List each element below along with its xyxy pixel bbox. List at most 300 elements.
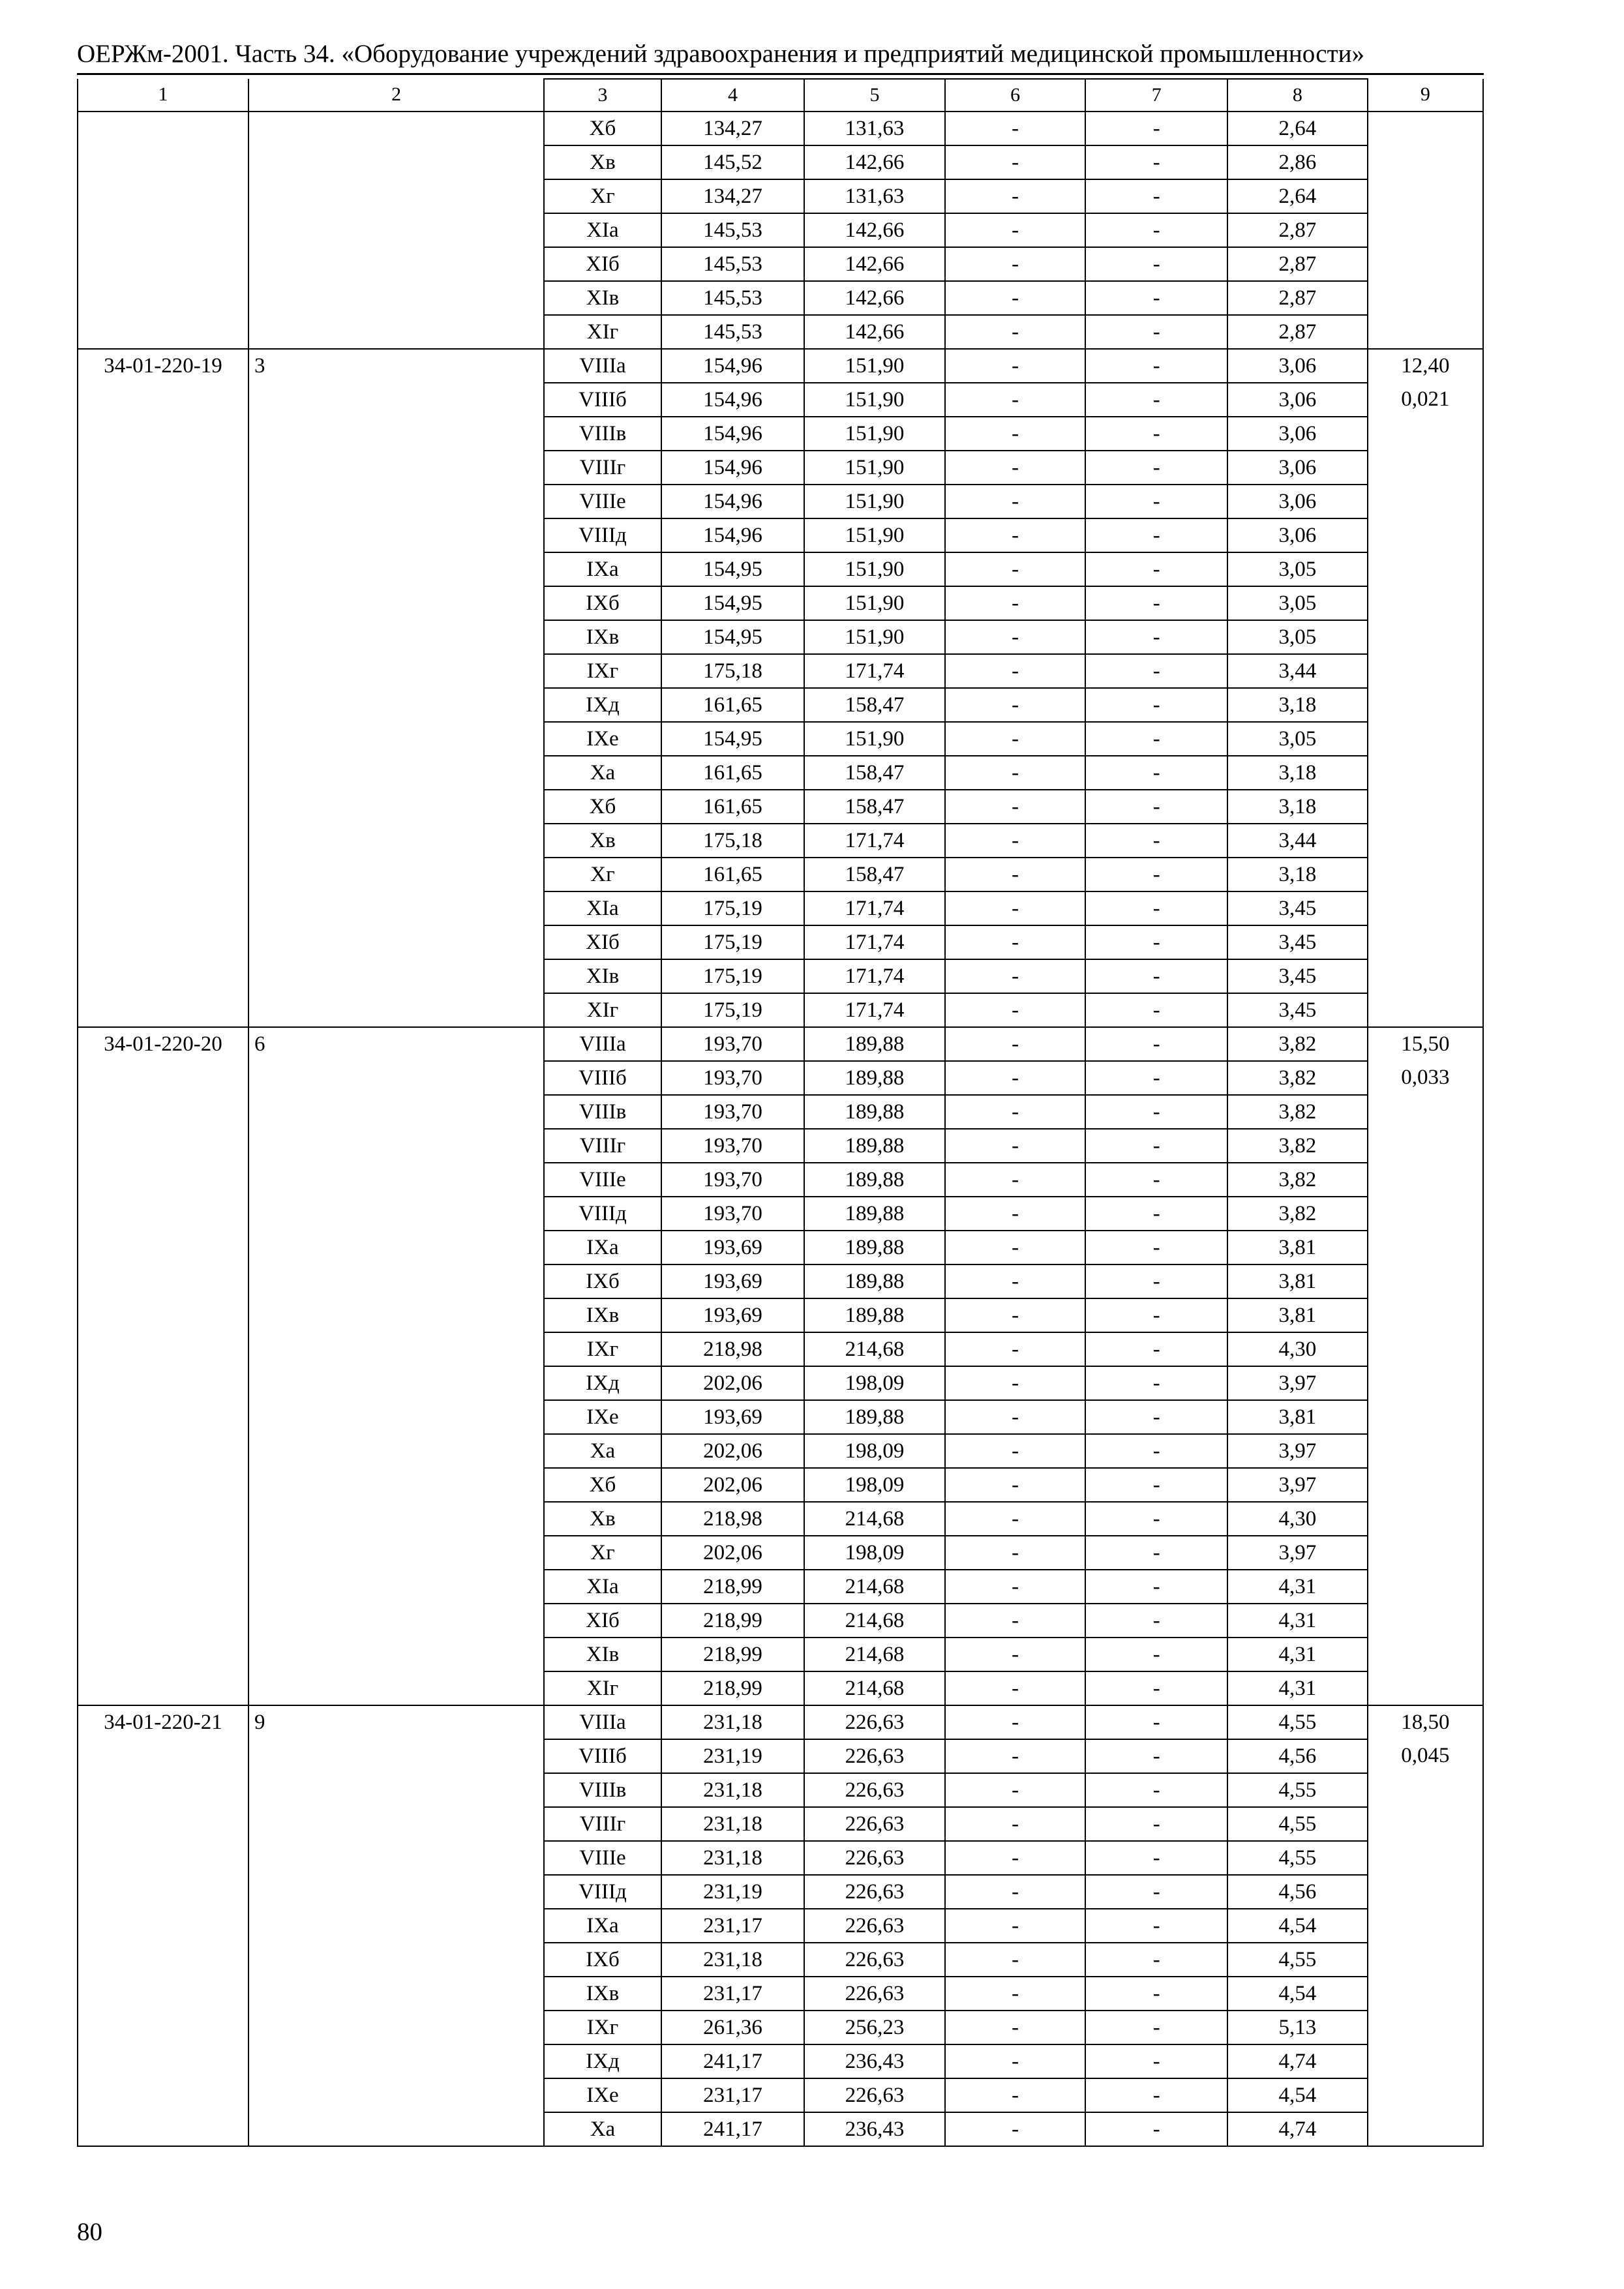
group-col2-cell: [248, 1298, 544, 1332]
driver-wage-cell: -: [1085, 247, 1227, 281]
wage-cost-cell: 214,68: [804, 1604, 945, 1638]
group-code-cell: [78, 2078, 248, 2112]
labor-cell: 0,033: [1368, 1061, 1483, 1095]
wage-cost-cell: 189,88: [804, 1197, 945, 1231]
material-cost-cell: 3,45: [1227, 891, 1368, 925]
driver-wage-cell: -: [1085, 1197, 1227, 1231]
machine-cost-cell: -: [945, 451, 1086, 485]
labor-cell: 15,50: [1368, 1027, 1483, 1061]
group-code-cell: [78, 2044, 248, 2078]
total-cost-cell: 161,65: [661, 790, 805, 824]
grade-cell: IXв: [544, 620, 661, 654]
material-cost-cell: 2,87: [1227, 247, 1368, 281]
material-cost-cell: 3,18: [1227, 790, 1368, 824]
material-cost-cell: 3,18: [1227, 688, 1368, 722]
driver-wage-cell: -: [1085, 891, 1227, 925]
group-col2-cell: [248, 1434, 544, 1468]
group-code-cell: [78, 1739, 248, 1773]
group-col2-cell: [248, 451, 544, 485]
table-row: [78, 1468, 1483, 1502]
group-col2-cell: [248, 2078, 544, 2112]
total-cost-cell: 193,70: [661, 1197, 805, 1231]
grade-cell: VIIIб: [544, 1061, 661, 1095]
driver-wage-cell: -: [1085, 1095, 1227, 1129]
material-cost-cell: 4,54: [1227, 1977, 1368, 2011]
total-cost-cell: 154,95: [661, 620, 805, 654]
table-row: [78, 824, 1483, 858]
driver-wage-cell: -: [1085, 1705, 1227, 1739]
material-cost-cell: 3,05: [1227, 620, 1368, 654]
table-row: [78, 1264, 1483, 1298]
material-cost-cell: 4,55: [1227, 1705, 1368, 1739]
driver-wage-cell: -: [1085, 383, 1227, 417]
driver-wage-cell: -: [1085, 1773, 1227, 1807]
driver-wage-cell: -: [1085, 1943, 1227, 1977]
grade-cell: Хв: [544, 145, 661, 179]
machine-cost-cell: -: [945, 1298, 1086, 1332]
wage-cost-cell: 131,63: [804, 179, 945, 213]
table-row: [78, 1671, 1483, 1705]
table-row: [78, 1298, 1483, 1332]
total-cost-cell: 161,65: [661, 688, 805, 722]
grade-cell: Хб: [544, 112, 661, 145]
grade-cell: VIIIa: [544, 1027, 661, 1061]
machine-cost-cell: -: [945, 722, 1086, 756]
labor-cell: 0,045: [1368, 1739, 1483, 1773]
column-number-cell: 8: [1227, 79, 1368, 112]
group-col2-cell: [248, 1604, 544, 1638]
labor-cell: [1368, 281, 1483, 315]
group-col2-cell: [248, 2044, 544, 2078]
table-row: [78, 1807, 1483, 1841]
machine-cost-cell: -: [945, 1468, 1086, 1502]
group-col2-cell: [248, 722, 544, 756]
grade-cell: VIIIд: [544, 1197, 661, 1231]
wage-cost-cell: 142,66: [804, 315, 945, 349]
group-col2-cell: [248, 1197, 544, 1231]
column-number-cell: 9: [1368, 79, 1483, 112]
material-cost-cell: 3,97: [1227, 1468, 1368, 1502]
wage-cost-cell: 226,63: [804, 1909, 945, 1943]
labor-cell: [1368, 1163, 1483, 1197]
wage-cost-cell: 226,63: [804, 2078, 945, 2112]
wage-cost-cell: 142,66: [804, 145, 945, 179]
total-cost-cell: 231,17: [661, 2078, 805, 2112]
group-code-cell: [78, 1366, 248, 1400]
labor-cell: [1368, 620, 1483, 654]
table-row: [78, 1705, 1483, 1739]
wage-cost-cell: 214,68: [804, 1638, 945, 1671]
material-cost-cell: 3,82: [1227, 1197, 1368, 1231]
wage-cost-cell: 189,88: [804, 1061, 945, 1095]
column-number-row: [78, 79, 1483, 112]
driver-wage-cell: -: [1085, 1604, 1227, 1638]
material-cost-cell: 3,81: [1227, 1298, 1368, 1332]
group-col2-cell: [248, 1841, 544, 1875]
group-col2-cell: [248, 756, 544, 790]
material-cost-cell: 3,82: [1227, 1163, 1368, 1197]
material-cost-cell: 3,06: [1227, 417, 1368, 451]
wage-cost-cell: 226,63: [804, 1739, 945, 1773]
group-code-cell: [78, 1400, 248, 1434]
total-cost-cell: 261,36: [661, 2011, 805, 2044]
group-col2-cell: [248, 1468, 544, 1502]
group-col2-cell: [248, 2112, 544, 2146]
grade-cell: IXб: [544, 1943, 661, 1977]
labor-cell: [1368, 1943, 1483, 1977]
labor-cell: [1368, 1977, 1483, 2011]
group-col2-cell: [248, 1332, 544, 1366]
total-cost-cell: 202,06: [661, 1468, 805, 1502]
group-col2-cell: [248, 1264, 544, 1298]
total-cost-cell: 193,70: [661, 1163, 805, 1197]
material-cost-cell: 2,64: [1227, 179, 1368, 213]
material-cost-cell: 4,30: [1227, 1502, 1368, 1536]
table-row: [78, 993, 1483, 1027]
material-cost-cell: 4,31: [1227, 1638, 1368, 1671]
material-cost-cell: 4,31: [1227, 1604, 1368, 1638]
table-row: [78, 383, 1483, 417]
driver-wage-cell: -: [1085, 2011, 1227, 2044]
total-cost-cell: 231,19: [661, 1875, 805, 1909]
machine-cost-cell: -: [945, 1977, 1086, 2011]
material-cost-cell: 4,54: [1227, 1909, 1368, 1943]
rates-table: [77, 78, 1484, 2147]
total-cost-cell: 218,99: [661, 1671, 805, 1705]
material-cost-cell: 3,06: [1227, 383, 1368, 417]
group-code-cell: [78, 654, 248, 688]
total-cost-cell: 218,99: [661, 1638, 805, 1671]
driver-wage-cell: -: [1085, 925, 1227, 959]
grade-cell: VIIIe: [544, 1841, 661, 1875]
table-row: [78, 756, 1483, 790]
machine-cost-cell: -: [945, 790, 1086, 824]
total-cost-cell: 218,98: [661, 1332, 805, 1366]
table-row: [78, 1332, 1483, 1366]
table-row: [78, 2078, 1483, 2112]
driver-wage-cell: -: [1085, 451, 1227, 485]
material-cost-cell: 3,82: [1227, 1027, 1368, 1061]
driver-wage-cell: -: [1085, 1129, 1227, 1163]
machine-cost-cell: -: [945, 1027, 1086, 1061]
grade-cell: XIa: [544, 213, 661, 247]
group-col2-cell: [248, 959, 544, 993]
group-col2-cell: [248, 891, 544, 925]
table-row: [78, 1773, 1483, 1807]
driver-wage-cell: -: [1085, 1739, 1227, 1773]
total-cost-cell: 193,70: [661, 1061, 805, 1095]
table-row: [78, 1739, 1483, 1773]
grade-cell: VIIIд: [544, 1875, 661, 1909]
machine-cost-cell: -: [945, 1943, 1086, 1977]
table-row: [78, 1536, 1483, 1570]
wage-cost-cell: 226,63: [804, 1841, 945, 1875]
total-cost-cell: 231,18: [661, 1807, 805, 1841]
group-col2-cell: [248, 1570, 544, 1604]
labor-cell: [1368, 213, 1483, 247]
total-cost-cell: 154,96: [661, 349, 805, 383]
material-cost-cell: 4,74: [1227, 2112, 1368, 2146]
grade-cell: XIг: [544, 315, 661, 349]
material-cost-cell: 3,44: [1227, 824, 1368, 858]
machine-cost-cell: -: [945, 1061, 1086, 1095]
wage-cost-cell: 198,09: [804, 1468, 945, 1502]
group-col2-cell: [248, 1773, 544, 1807]
grade-cell: XIв: [544, 281, 661, 315]
column-number-cell: 3: [544, 79, 661, 112]
material-cost-cell: 2,87: [1227, 281, 1368, 315]
grade-cell: VIIIд: [544, 518, 661, 552]
table-row: [78, 1095, 1483, 1129]
group-col2-cell: [248, 281, 544, 315]
wage-cost-cell: 131,63: [804, 112, 945, 145]
machine-cost-cell: -: [945, 1231, 1086, 1264]
group-col2-cell: [248, 315, 544, 349]
group-code-cell: [78, 1231, 248, 1264]
total-cost-cell: 154,96: [661, 485, 805, 518]
machine-cost-cell: -: [945, 1264, 1086, 1298]
table-row: [78, 1943, 1483, 1977]
wage-cost-cell: 151,90: [804, 349, 945, 383]
machine-cost-cell: -: [945, 1570, 1086, 1604]
table-row: [78, 451, 1483, 485]
group-col2-cell: [248, 824, 544, 858]
driver-wage-cell: -: [1085, 518, 1227, 552]
table-row: [78, 620, 1483, 654]
material-cost-cell: 4,30: [1227, 1332, 1368, 1366]
table-row: [78, 1129, 1483, 1163]
group-code-cell: [78, 315, 248, 349]
grade-cell: VIIIa: [544, 1705, 661, 1739]
driver-wage-cell: -: [1085, 1841, 1227, 1875]
group-code-cell: [78, 1875, 248, 1909]
total-cost-cell: 202,06: [661, 1536, 805, 1570]
group-code-cell: [78, 688, 248, 722]
machine-cost-cell: -: [945, 518, 1086, 552]
group-code-cell: [78, 959, 248, 993]
wage-cost-cell: 226,63: [804, 1807, 945, 1841]
group-col2-cell: [248, 1536, 544, 1570]
labor-cell: [1368, 688, 1483, 722]
table-row: [78, 552, 1483, 586]
driver-wage-cell: -: [1085, 485, 1227, 518]
machine-cost-cell: -: [945, 281, 1086, 315]
labor-cell: [1368, 247, 1483, 281]
machine-cost-cell: -: [945, 179, 1086, 213]
total-cost-cell: 145,53: [661, 281, 805, 315]
machine-cost-cell: -: [945, 552, 1086, 586]
wage-cost-cell: 236,43: [804, 2044, 945, 2078]
grade-cell: XIв: [544, 959, 661, 993]
material-cost-cell: 2,87: [1227, 213, 1368, 247]
total-cost-cell: 175,19: [661, 959, 805, 993]
wage-cost-cell: 171,74: [804, 891, 945, 925]
group-col2-cell: 6: [248, 1027, 544, 1061]
material-cost-cell: 4,31: [1227, 1570, 1368, 1604]
driver-wage-cell: -: [1085, 213, 1227, 247]
driver-wage-cell: -: [1085, 1875, 1227, 1909]
labor-cell: [1368, 1468, 1483, 1502]
total-cost-cell: 193,70: [661, 1129, 805, 1163]
table-row: [78, 179, 1483, 213]
wage-cost-cell: 171,74: [804, 654, 945, 688]
machine-cost-cell: -: [945, 1773, 1086, 1807]
group-col2-cell: [248, 586, 544, 620]
driver-wage-cell: -: [1085, 1536, 1227, 1570]
driver-wage-cell: -: [1085, 281, 1227, 315]
grade-cell: XIв: [544, 1638, 661, 1671]
group-col2-cell: [248, 1909, 544, 1943]
wage-cost-cell: 142,66: [804, 247, 945, 281]
total-cost-cell: 134,27: [661, 112, 805, 145]
material-cost-cell: 2,87: [1227, 315, 1368, 349]
grade-cell: IXв: [544, 1298, 661, 1332]
driver-wage-cell: -: [1085, 2078, 1227, 2112]
grade-cell: XIa: [544, 891, 661, 925]
table-row: [78, 1366, 1483, 1400]
total-cost-cell: 193,69: [661, 1298, 805, 1332]
table-row: [78, 1231, 1483, 1264]
driver-wage-cell: -: [1085, 586, 1227, 620]
machine-cost-cell: -: [945, 1638, 1086, 1671]
machine-cost-cell: -: [945, 688, 1086, 722]
group-col2-cell: [248, 145, 544, 179]
grade-cell: XIa: [544, 1570, 661, 1604]
material-cost-cell: 4,56: [1227, 1875, 1368, 1909]
wage-cost-cell: 226,63: [804, 1977, 945, 2011]
driver-wage-cell: -: [1085, 145, 1227, 179]
machine-cost-cell: -: [945, 1163, 1086, 1197]
labor-cell: 0,021: [1368, 383, 1483, 417]
material-cost-cell: 3,82: [1227, 1095, 1368, 1129]
driver-wage-cell: -: [1085, 1400, 1227, 1434]
group-code-cell: [78, 1604, 248, 1638]
wage-cost-cell: 189,88: [804, 1129, 945, 1163]
machine-cost-cell: -: [945, 993, 1086, 1027]
grade-cell: IXд: [544, 688, 661, 722]
grade-cell: VIIIг: [544, 1807, 661, 1841]
material-cost-cell: 4,55: [1227, 1943, 1368, 1977]
labor-cell: [1368, 1366, 1483, 1400]
total-cost-cell: 175,19: [661, 993, 805, 1027]
material-cost-cell: 2,86: [1227, 145, 1368, 179]
material-cost-cell: 4,55: [1227, 1773, 1368, 1807]
wage-cost-cell: 189,88: [804, 1095, 945, 1129]
labor-cell: [1368, 2044, 1483, 2078]
group-code-cell: [78, 1095, 248, 1129]
labor-cell: [1368, 1841, 1483, 1875]
total-cost-cell: 154,96: [661, 417, 805, 451]
group-code-cell: 34-01-220-20: [78, 1027, 248, 1061]
total-cost-cell: 145,53: [661, 315, 805, 349]
machine-cost-cell: -: [945, 1671, 1086, 1705]
material-cost-cell: 3,06: [1227, 518, 1368, 552]
grade-cell: XIг: [544, 1671, 661, 1705]
group-code-cell: [78, 518, 248, 552]
labor-cell: [1368, 1332, 1483, 1366]
group-col2-cell: [248, 552, 544, 586]
machine-cost-cell: -: [945, 1332, 1086, 1366]
driver-wage-cell: -: [1085, 722, 1227, 756]
labor-cell: [1368, 993, 1483, 1027]
table-row: [78, 1163, 1483, 1197]
labor-cell: [1368, 1400, 1483, 1434]
total-cost-cell: 134,27: [661, 179, 805, 213]
labor-cell: [1368, 1298, 1483, 1332]
table-row: [78, 2112, 1483, 2146]
driver-wage-cell: -: [1085, 1332, 1227, 1366]
driver-wage-cell: -: [1085, 349, 1227, 383]
wage-cost-cell: 151,90: [804, 722, 945, 756]
driver-wage-cell: -: [1085, 1061, 1227, 1095]
group-col2-cell: [248, 1095, 544, 1129]
labor-cell: 18,50: [1368, 1705, 1483, 1739]
driver-wage-cell: -: [1085, 1570, 1227, 1604]
total-cost-cell: 154,95: [661, 586, 805, 620]
table-row: [78, 858, 1483, 891]
group-code-cell: [78, 722, 248, 756]
group-col2-cell: [248, 1231, 544, 1264]
labor-cell: [1368, 1875, 1483, 1909]
machine-cost-cell: -: [945, 1807, 1086, 1841]
table-row: [78, 349, 1483, 383]
group-code-cell: [78, 1536, 248, 1570]
group-col2-cell: [248, 688, 544, 722]
material-cost-cell: 4,56: [1227, 1739, 1368, 1773]
machine-cost-cell: -: [945, 858, 1086, 891]
total-cost-cell: 161,65: [661, 858, 805, 891]
grade-cell: IXд: [544, 2044, 661, 2078]
total-cost-cell: 154,95: [661, 722, 805, 756]
group-code-cell: [78, 1434, 248, 1468]
grade-cell: IXa: [544, 1231, 661, 1264]
material-cost-cell: 3,97: [1227, 1366, 1368, 1400]
driver-wage-cell: -: [1085, 1977, 1227, 2011]
material-cost-cell: 3,82: [1227, 1129, 1368, 1163]
total-cost-cell: 175,19: [661, 891, 805, 925]
total-cost-cell: 231,18: [661, 1943, 805, 1977]
machine-cost-cell: -: [945, 383, 1086, 417]
group-col2-cell: [248, 518, 544, 552]
group-code-cell: [78, 993, 248, 1027]
driver-wage-cell: -: [1085, 654, 1227, 688]
grade-cell: VIIIa: [544, 349, 661, 383]
machine-cost-cell: -: [945, 247, 1086, 281]
wage-cost-cell: 158,47: [804, 756, 945, 790]
group-code-cell: [78, 1163, 248, 1197]
table-row: [78, 891, 1483, 925]
machine-cost-cell: -: [945, 1197, 1086, 1231]
labor-cell: [1368, 654, 1483, 688]
material-cost-cell: 3,06: [1227, 451, 1368, 485]
labor-cell: [1368, 1909, 1483, 1943]
grade-cell: VIIIб: [544, 1739, 661, 1773]
group-col2-cell: [248, 179, 544, 213]
group-code-cell: [78, 2011, 248, 2044]
total-cost-cell: 218,99: [661, 1570, 805, 1604]
grade-cell: XIб: [544, 1604, 661, 1638]
grade-cell: IXв: [544, 1977, 661, 2011]
grade-cell: VIIIв: [544, 417, 661, 451]
machine-cost-cell: -: [945, 1434, 1086, 1468]
column-number-cell: 2: [248, 79, 544, 112]
table-row: [78, 959, 1483, 993]
labor-cell: [1368, 417, 1483, 451]
driver-wage-cell: -: [1085, 688, 1227, 722]
machine-cost-cell: -: [945, 1129, 1086, 1163]
table-row: [78, 112, 1483, 145]
page-number: 80: [77, 2218, 102, 2246]
